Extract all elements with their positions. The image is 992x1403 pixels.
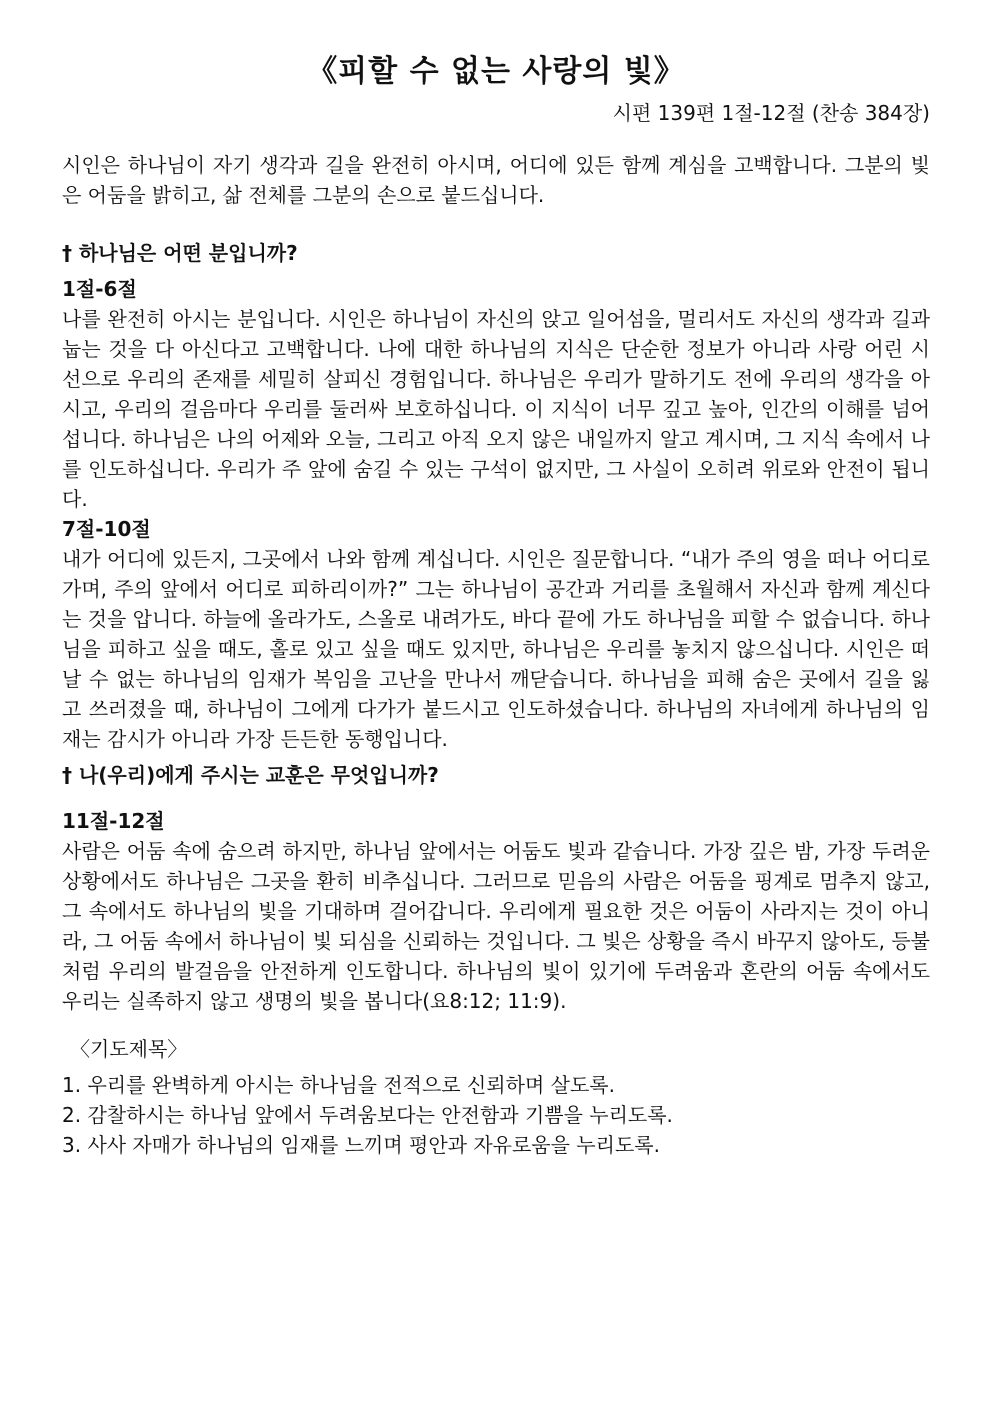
- prayer-item: 3. 사사 자매가 하나님의 임재를 느끼며 평안과 자유로움을 누리도록.: [62, 1133, 660, 1157]
- verse-range-11-12: 11절-12절: [62, 809, 165, 833]
- prayer-item: 2. 감찰하시는 하나님 앞에서 두려움보다는 안전함과 기쁨을 누리도록.: [62, 1103, 673, 1127]
- verse-range-7-10: 7절-10절: [62, 517, 151, 541]
- scripture-reference: 시편 139편 1절-12절 (찬송 384장): [612, 101, 930, 125]
- paragraph-verses-7-10: 내가 어디에 있든지, 그곳에서 나와 함께 계십니다. 시인은 질문합니다. “내가 주의 영을 떠나 어디로 가며, 주의 앞에서 어디로 피하리이까?” 그는 하나님이 공간과 거리를 초월해서 자신과 함께 계신다는 것을 압니다. 하늘에 올라가도, 스올로 내려가도, 바다 끝에 가도 하나님을 피할 수 없습니다. 하나님을 피하고 싶을 때도, 홀로 있고 싶을 때도 있지만, 하나님은 우리를 놓치지 않으십니다. 시인은 떠날 수 없는 하나님의 임재가 복임을 고난을 만나서 깨닫습니다. 하나님을 피해 숨은 곳에서 길을 잃고 쓰러졌을 때, 하나님이 그에게 다가가 붙드시고 인도하셨습니다. 하나님의 자녀에게 하나님의 임재는 감시가 아니라 가장 든든한 동행입니다.: [62, 547, 930, 751]
- paragraph-verses-1-6: 나를 완전히 아시는 분입니다. 시인은 하나님이 자신의 앉고 일어섬을, 멀리서도 자신의 생각과 길과 눕는 것을 다 아신다고 고백합니다. 나에 대한 하나님의 지식은 단순한 정보가 아니라 사랑 어린 시선으로 우리의 존재를 세밀히 살피신 경험입니다. 하나님은 우리가 말하기도 전에 우리의 생각을 아시고, 우리의 걸음마다 우리를 둘러싸 보호하십니다. 이 지식이 너무 깊고 높아, 인간의 이해를 넘어섭니다. 하나님은 나의 어제와 오늘, 그리고 아직 오지 않은 내일까지 알고 계시며, 그 지식 속에서 나를 인도하십니다. 우리가 주 앞에 숨길 수 있는 구석이 없지만, 그 사실이 오히려 위로와 안전이 됩니다.: [62, 307, 930, 511]
- paragraph-verses-11-12: 사람은 어둠 속에 숨으려 하지만, 하나님 앞에서는 어둠도 빛과 같습니다. 가장 깊은 밤, 가장 두려운 상황에서도 하나님은 그곳을 환히 비추십니다. 그러므로 믿음의 사람은 어둠을 핑계로 멈추지 않고, 그 속에서도 하나님의 빛을 기대하며 걸어갑니다. 우리에게 필요한 것은 어둠이 사라지는 것이 아니라, 그 어둠 속에서 하나님이 빛 되심을 신뢰하는 것입니다. 그 빛은 상황을 즉시 바꾸지 않아도, 등불처럼 우리의 발걸음을 안전하게 인도합니다. 하나님의 빛이 있기에 두려움과 혼란의 어둠 속에서도 우리는 실족하지 않고 생명의 빛을 봅니다(요8:12; 11:9).: [62, 839, 930, 1013]
- prayer-list: [62, 1070, 930, 1160]
- verse-range-1-6: 1절-6절: [62, 277, 137, 301]
- document-page: [62, 50, 930, 1160]
- section-heading-who-is-god: † 하나님은 어떤 분입니까?: [62, 241, 298, 265]
- document-title: 《피할 수 없는 사랑의 빛》: [307, 54, 685, 89]
- intro-paragraph: 시인은 하나님이 자기 생각과 길을 완전히 아시며, 어디에 있든 함께 계심을 고백합니다. 그분의 빛은 어둠을 밝히고, 삶 전체를 그분의 손으로 붙드십니다.: [62, 153, 930, 207]
- prayer-item: 1. 우리를 완벽하게 아시는 하나님을 전적으로 신뢰하며 살도록.: [62, 1073, 615, 1097]
- prayer-title: 〈기도제목〉: [70, 1037, 188, 1061]
- section-heading-lesson: † 나(우리)에게 주시는 교훈은 무엇입니까?: [62, 763, 439, 787]
